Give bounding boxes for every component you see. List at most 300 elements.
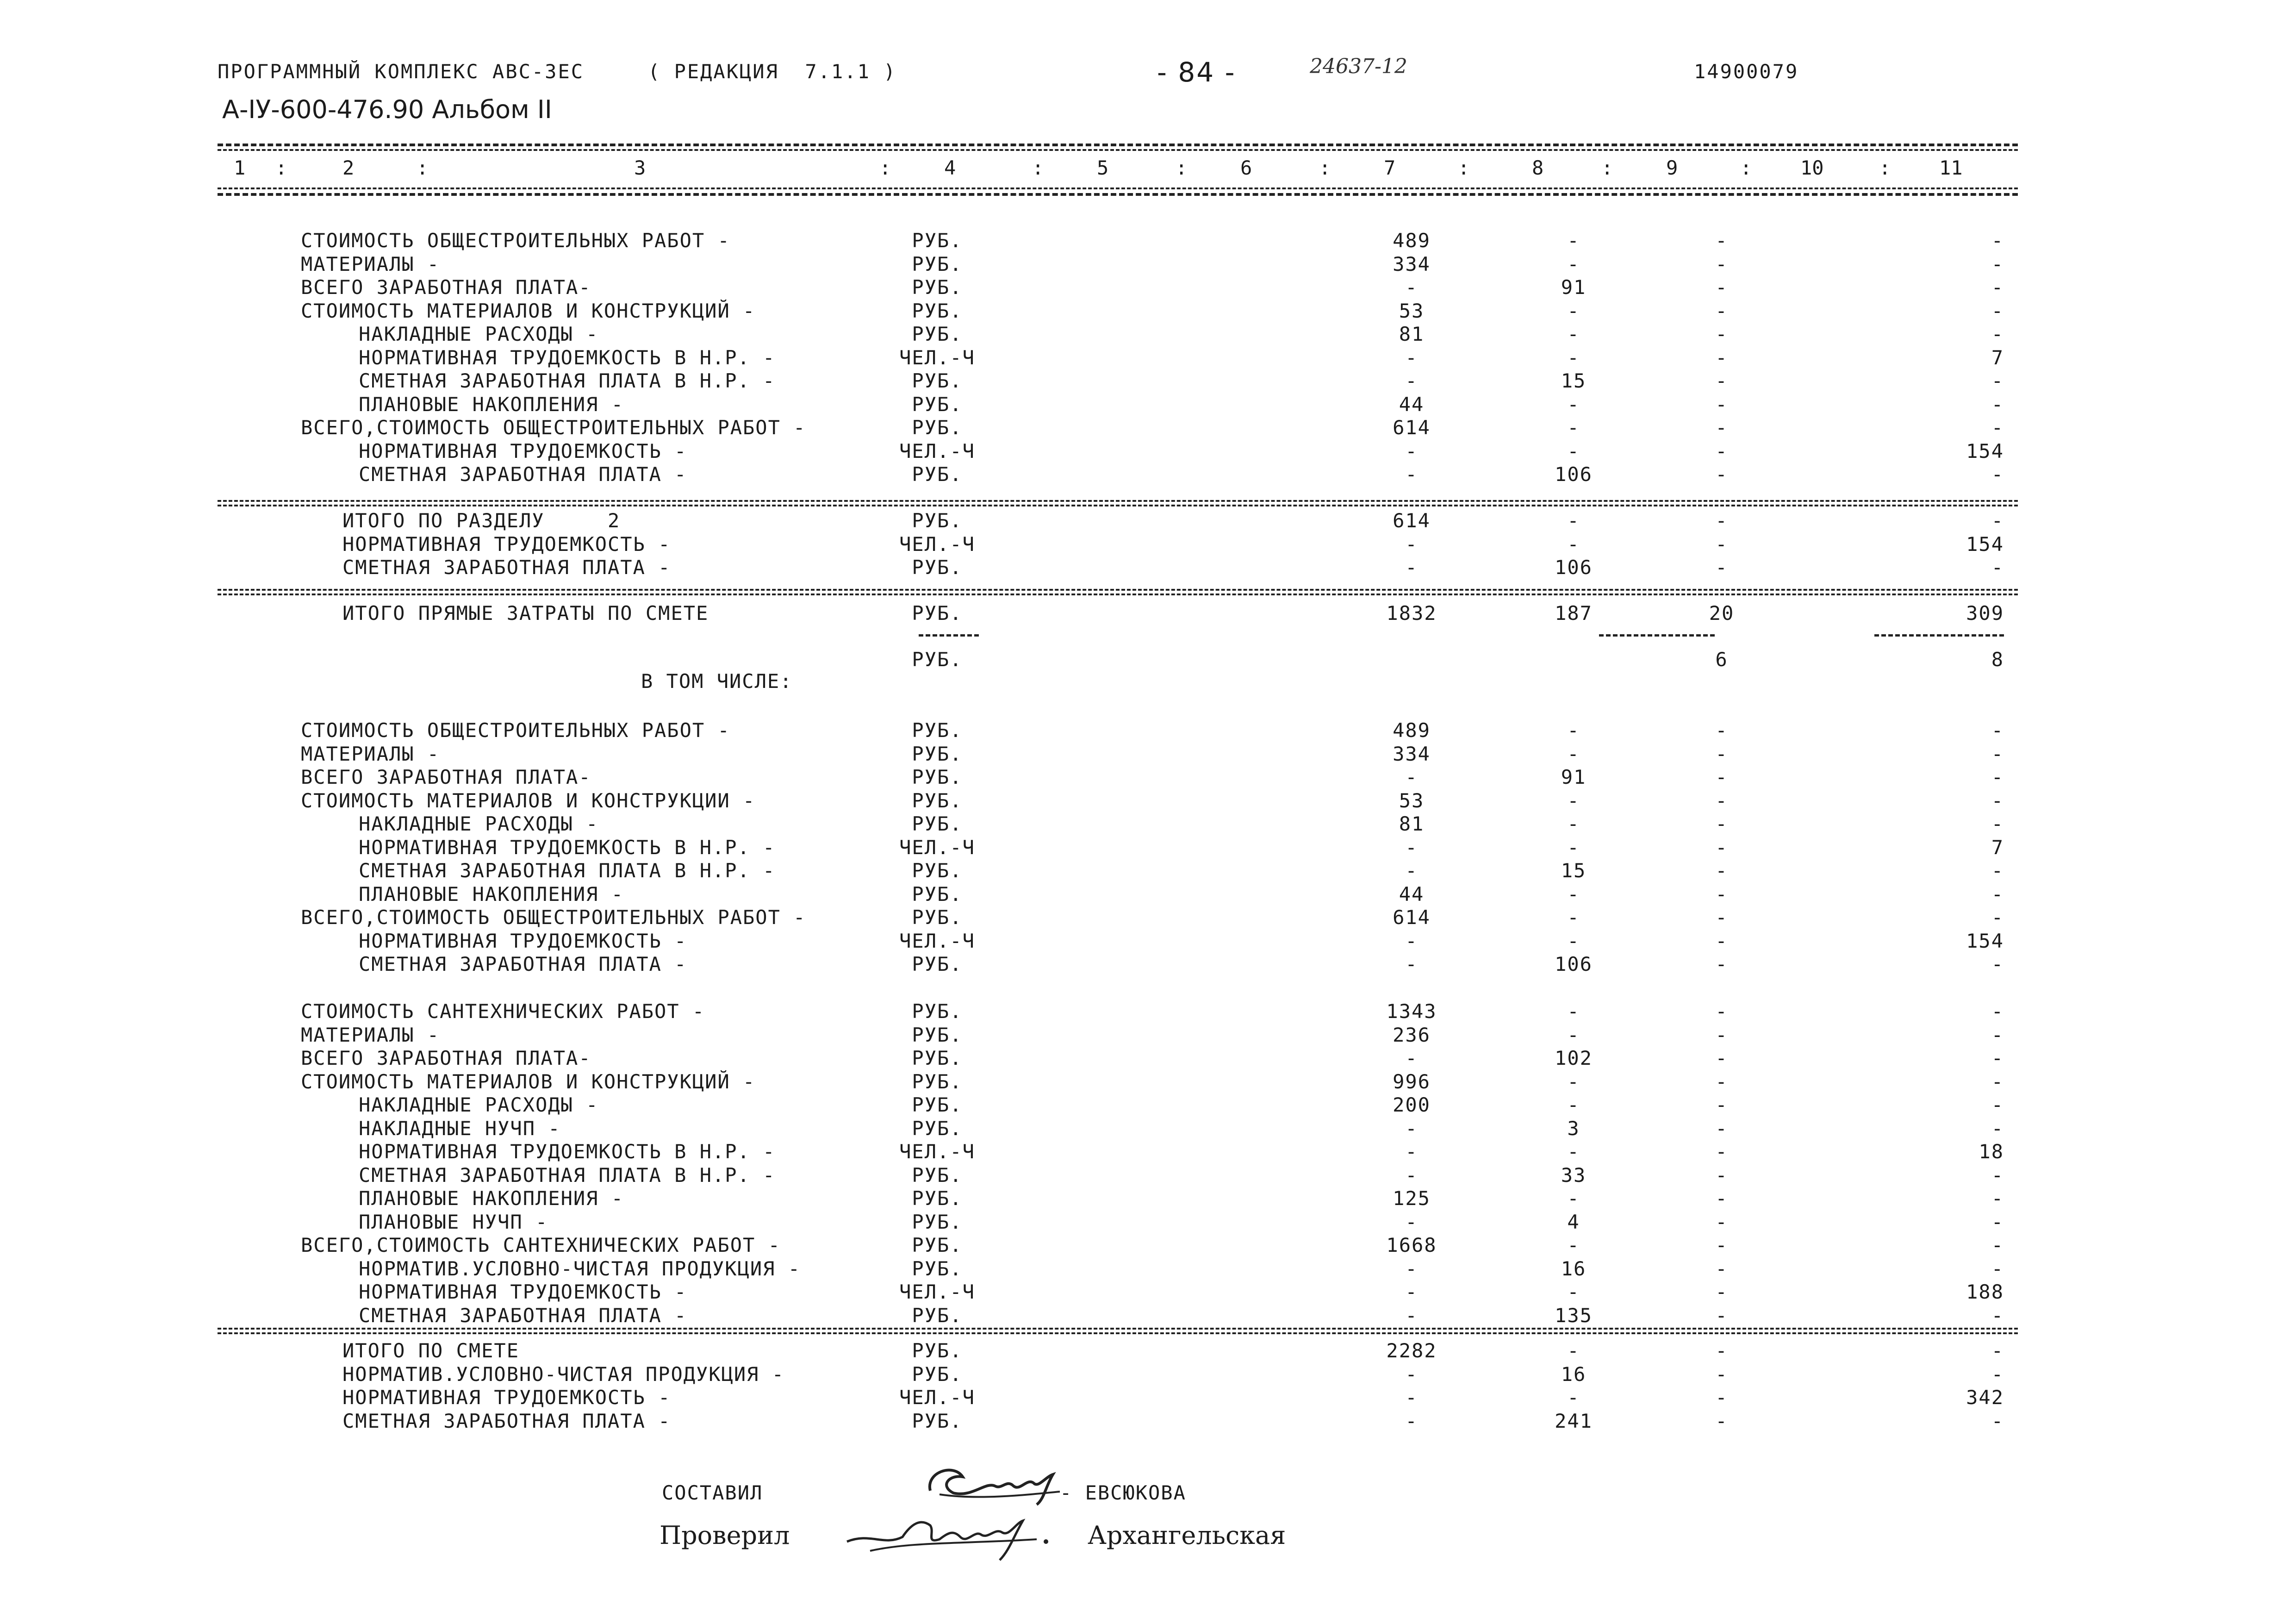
row-label: СМЕТНАЯ ЗАРАБОТНАЯ ПЛАТА В Н.Р. - — [359, 369, 776, 392]
row-unit: РУБ. — [912, 1023, 963, 1046]
table-row — [0, 1000, 2296, 1023]
table-row — [0, 440, 2296, 463]
col-sep: : — [417, 156, 429, 179]
separator-direct-costs-2 — [218, 593, 2018, 595]
row-label: ВСЕГО ЗАРАБОТНАЯ ПЛАТА- — [301, 276, 591, 299]
album-title: А-IУ-600-476.90 Альбом II — [222, 95, 552, 124]
cell-col7: 200 — [1393, 1093, 1431, 1116]
table-row — [0, 906, 2296, 929]
cell-col9: - — [1715, 1117, 1728, 1140]
row-unit: РУБ. — [912, 1234, 963, 1256]
row-unit: РУБ. — [912, 766, 963, 788]
cell-col11: 7 — [1991, 346, 2004, 369]
cell-col7: - — [1405, 1362, 1418, 1386]
cell-col11: - — [1991, 953, 2004, 975]
row-label: ИТОГО ПО СМЕТЕ — [342, 1339, 520, 1362]
cell-col9: - — [1715, 836, 1728, 859]
row-unit: РУБ. — [912, 602, 963, 625]
cell-col11: - — [1991, 1234, 2004, 1256]
table-row — [0, 1187, 2296, 1210]
row-unit: ЧЕЛ.-Ч — [899, 929, 975, 952]
row-unit: РУБ. — [912, 1339, 963, 1362]
cell-col9: - — [1715, 346, 1728, 369]
cell-col8: - — [1567, 906, 1580, 929]
cell-col9: - — [1715, 1409, 1728, 1432]
cell-col8: - — [1567, 812, 1580, 835]
row-label: ВСЕГО,СТОИМОСТЬ САНТЕХНИЧЕСКИХ РАБОТ - — [301, 1234, 781, 1256]
cell-col7: - — [1405, 1210, 1418, 1233]
cell-col8: - — [1567, 229, 1580, 252]
cell-col8: - — [1567, 323, 1580, 345]
cell-col8: - — [1567, 416, 1580, 439]
including-label-row — [0, 670, 2296, 693]
row-label: МАТЕРИАЛЫ - — [301, 1023, 440, 1046]
table-row — [0, 883, 2296, 906]
cell-col8: 106 — [1555, 463, 1593, 486]
cell-col7: - — [1405, 766, 1418, 788]
row-label: ВСЕГО,СТОИМОСТЬ ОБЩЕСТРОИТЕЛЬНЫХ РАБОТ - — [301, 906, 806, 929]
cell-col8: - — [1567, 1140, 1580, 1163]
cell-col9: - — [1715, 742, 1728, 765]
row-label: СТОИМОСТЬ ОБЩЕСТРОИТЕЛЬНЫХ РАБОТ - — [301, 719, 730, 742]
cell-col11: - — [1991, 906, 2004, 929]
table-row — [0, 300, 2296, 323]
cell-col8: - — [1567, 1187, 1580, 1210]
table-row — [0, 463, 2296, 486]
cell-col9: - — [1715, 859, 1728, 882]
cell-col11: - — [1991, 1409, 2004, 1432]
row-unit: РУБ. — [912, 393, 963, 416]
cell-col9: - — [1715, 1234, 1728, 1256]
cell-col11: - — [1991, 1000, 2004, 1023]
signature-evsyukova — [921, 1458, 1069, 1509]
row-unit: РУБ. — [912, 1362, 963, 1386]
row-label: НАКЛАДНЫЕ РАСХОДЫ - — [359, 323, 599, 345]
cell-col7: 334 — [1393, 252, 1431, 275]
table-row — [0, 369, 2296, 393]
cell-col9: - — [1715, 1047, 1728, 1069]
table-row — [0, 812, 2296, 836]
row-unit: ЧЕЛ.-Ч — [899, 1140, 975, 1163]
cell-col7: 614 — [1393, 906, 1431, 929]
col-sep: : — [1879, 156, 1891, 179]
underline-col11 — [1874, 634, 2004, 637]
grand-total-row — [0, 1410, 2296, 1433]
cell-col7: - — [1405, 1140, 1418, 1163]
table-row — [0, 930, 2296, 953]
compiled-label: СОСТАВИЛ — [662, 1481, 763, 1504]
cell-col9: - — [1715, 323, 1728, 345]
row-label: МАТЕРИАЛЫ - — [301, 252, 440, 275]
row-unit: РУБ. — [912, 1210, 963, 1233]
program-title: ПРОГРАММНЫЙ КОМПЛЕКС АВС-3ЕС — [218, 60, 585, 83]
row-unit: ЧЕЛ.-Ч — [899, 439, 975, 462]
cell-col11: - — [1991, 1362, 2004, 1386]
table-row — [0, 953, 2296, 976]
cell-col9: - — [1715, 1140, 1728, 1163]
col-5: 5 — [1097, 156, 1109, 179]
cell-col7: 81 — [1399, 812, 1425, 835]
col-sep: : — [1319, 156, 1331, 179]
cell-col11: 154 — [1966, 929, 2004, 952]
cell-col11: - — [1991, 1187, 2004, 1210]
cell-col9: - — [1715, 1257, 1728, 1280]
cell-col7: - — [1405, 276, 1418, 299]
cell-col7: 334 — [1393, 742, 1431, 765]
cell-col11: - — [1991, 229, 2004, 252]
cell-col11: - — [1991, 276, 2004, 299]
cell-col8: 91 — [1561, 276, 1587, 299]
cell-col11: 154 — [1966, 532, 2004, 556]
cell-col8: 33 — [1561, 1163, 1587, 1187]
cell-col7: - — [1405, 836, 1418, 859]
separator-section-total — [218, 500, 2018, 502]
table-row — [0, 1234, 2296, 1257]
row-unit: РУБ. — [912, 276, 963, 299]
row-label: СМЕТНАЯ ЗАРАБОТНАЯ ПЛАТА В Н.Р. - — [359, 1163, 776, 1187]
cell-col11: - — [1991, 789, 2004, 812]
cell-col8: 106 — [1555, 556, 1593, 579]
col-11: 11 — [1939, 156, 1963, 179]
cell-col7: - — [1405, 1409, 1418, 1432]
table-row — [0, 1304, 2296, 1327]
cell-col7: 489 — [1393, 719, 1431, 742]
header-top-rule — [218, 144, 2018, 146]
cell-col11: - — [1991, 742, 2004, 765]
cell-col8: - — [1567, 1234, 1580, 1256]
direct-costs-sub-row — [0, 648, 2296, 671]
row-label: СМЕТНАЯ ЗАРАБОТНАЯ ПЛАТА В Н.Р. - — [359, 859, 776, 882]
row-label: ПЛАНОВЫЕ НАКОПЛЕНИЯ - — [359, 882, 624, 906]
underline-unit — [919, 634, 979, 637]
cell-col7: - — [1405, 929, 1418, 952]
table-row — [0, 323, 2296, 346]
cell-col11: - — [1991, 766, 2004, 788]
row-unit: РУБ. — [912, 1163, 963, 1187]
separator-grand-total — [218, 1328, 2018, 1330]
cell-col9: - — [1715, 953, 1728, 975]
table-row — [0, 346, 2296, 369]
col-7: 7 — [1384, 156, 1396, 179]
row-label: СМЕТНАЯ ЗАРАБОТНАЯ ПЛАТА - — [342, 556, 671, 579]
cell-col8: - — [1567, 1000, 1580, 1023]
row-unit: РУБ. — [912, 252, 963, 275]
row-unit: РУБ. — [912, 416, 963, 439]
cell-col8: - — [1567, 789, 1580, 812]
row-label: ИТОГО ПО РАЗДЕЛУ 2 — [342, 509, 621, 532]
cell-col11: - — [1991, 463, 2004, 486]
cell-col11: - — [1991, 1047, 2004, 1069]
document-number: 14900079 — [1694, 60, 1799, 83]
row-unit: РУБ. — [912, 1117, 963, 1140]
cell-col8: - — [1567, 882, 1580, 906]
row-unit: РУБ. — [912, 1070, 963, 1093]
section-total-row — [0, 556, 2296, 579]
row-unit: РУБ. — [912, 1409, 963, 1432]
cell-col8: 16 — [1561, 1362, 1587, 1386]
cell-col8: 241 — [1555, 1409, 1593, 1432]
cell-col9: - — [1715, 369, 1728, 392]
cell-col9: - — [1715, 299, 1728, 322]
cell-col9: - — [1715, 439, 1728, 462]
table-row — [0, 1024, 2296, 1047]
cell-col9: - — [1715, 1163, 1728, 1187]
cell-col11: 309 — [1966, 602, 2004, 625]
table-row — [0, 743, 2296, 766]
cell-col9: - — [1715, 463, 1728, 486]
cell-col11: - — [1991, 416, 2004, 439]
cell-col11: - — [1991, 1257, 2004, 1280]
row-unit: РУБ. — [912, 742, 963, 765]
cell-col7: 1668 — [1386, 1234, 1437, 1256]
row-label: НОРМАТИВНАЯ ТРУДОЕМКОСТЬ В Н.Р. - — [359, 836, 776, 859]
section-total-row — [0, 533, 2296, 556]
checked-name: Архангельская — [1088, 1521, 1286, 1550]
cell-col9: - — [1715, 812, 1728, 835]
row-label: ИТОГО ПРЯМЫЕ ЗАТРАТЫ ПО СМЕТЕ — [342, 602, 709, 625]
row-label: НОРМАТИВНАЯ ТРУДОЕМКОСТЬ В Н.Р. - — [359, 1140, 776, 1163]
table-row — [0, 836, 2296, 859]
cell-col11: - — [1991, 859, 2004, 882]
cell-col9: - — [1715, 906, 1728, 929]
checked-label: Проверил — [660, 1521, 790, 1550]
cell-col8: - — [1567, 929, 1580, 952]
cell-col9: - — [1715, 556, 1728, 579]
row-unit: РУБ. — [912, 229, 963, 252]
cell-col9: - — [1715, 1386, 1728, 1409]
underline-col9 — [1599, 634, 1715, 637]
cell-col7: - — [1405, 532, 1418, 556]
cell-col8: 102 — [1555, 1047, 1593, 1069]
row-label: ПЛАНОВЫЕ НАКОПЛЕНИЯ - — [359, 1187, 624, 1210]
cell-col7: 44 — [1399, 393, 1425, 416]
row-label: ВСЕГО ЗАРАБОТНАЯ ПЛАТА- — [301, 1047, 591, 1069]
row-label: СТОИМОСТЬ САНТЕХНИЧЕСКИХ РАБОТ - — [301, 1000, 705, 1023]
cell-col9: - — [1715, 1093, 1728, 1116]
cell-col7: 44 — [1399, 882, 1425, 906]
row-unit: РУБ. — [912, 1187, 963, 1210]
cell-col11: - — [1991, 1339, 2004, 1362]
cell-col9: - — [1715, 416, 1728, 439]
row-unit: РУБ. — [912, 1093, 963, 1116]
table-row — [0, 229, 2296, 252]
separator-direct-costs — [218, 589, 2018, 591]
cell-col8: - — [1567, 1280, 1580, 1303]
cell-col9: - — [1715, 719, 1728, 742]
cell-col9: 6 — [1715, 648, 1728, 671]
col-6: 6 — [1240, 156, 1252, 179]
row-label: НОРМАТИВНАЯ ТРУДОЕМКОСТЬ - — [359, 929, 687, 952]
table-row — [0, 719, 2296, 742]
col-10: 10 — [1800, 156, 1824, 179]
row-label: ВСЕГО,СТОИМОСТЬ ОБЩЕСТРОИТЕЛЬНЫХ РАБОТ - — [301, 416, 806, 439]
cell-col11: - — [1991, 719, 2004, 742]
row-label: ВСЕГО ЗАРАБОТНАЯ ПЛАТА- — [301, 766, 591, 788]
col-sep: : — [275, 156, 287, 179]
row-unit: РУБ. — [912, 719, 963, 742]
row-label: НАКЛАДНЫЕ РАСХОДЫ - — [359, 812, 599, 835]
cell-col7: - — [1405, 346, 1418, 369]
table-row — [0, 1117, 2296, 1140]
header-top-rule-2 — [218, 149, 2018, 151]
col-sep: : — [1032, 156, 1044, 179]
cell-col7: - — [1405, 369, 1418, 392]
table-row — [0, 253, 2296, 276]
row-unit: РУБ. — [912, 906, 963, 929]
cell-col7: 125 — [1393, 1187, 1431, 1210]
cell-col11: 154 — [1966, 439, 2004, 462]
cell-col9: - — [1715, 1023, 1728, 1046]
col-sep: : — [879, 156, 891, 179]
cell-col7: 53 — [1399, 299, 1425, 322]
table-row — [0, 1211, 2296, 1234]
cell-col8: - — [1567, 1386, 1580, 1409]
cell-col11: - — [1991, 1210, 2004, 1233]
cell-col7: 236 — [1393, 1023, 1431, 1046]
cell-col8: 106 — [1555, 953, 1593, 975]
col-sep: : — [1176, 156, 1188, 179]
cell-col9: 20 — [1709, 602, 1735, 625]
cell-col11: 342 — [1966, 1386, 2004, 1409]
cell-col7: 489 — [1393, 229, 1431, 252]
col-8: 8 — [1532, 156, 1544, 179]
grand-total-row — [0, 1363, 2296, 1386]
cell-col9: - — [1715, 532, 1728, 556]
cell-col11: - — [1991, 323, 2004, 345]
cell-col11: - — [1991, 252, 2004, 275]
cell-col7: 53 — [1399, 789, 1425, 812]
separator-section-total-2 — [218, 505, 2018, 506]
row-label: НОРМАТИВ.УСЛОВНО-ЧИСТАЯ ПРОДУКЦИЯ - — [359, 1257, 801, 1280]
cell-col9: - — [1715, 1339, 1728, 1362]
grand-total-row — [0, 1386, 2296, 1409]
cell-col9: - — [1715, 1304, 1728, 1327]
row-label: НОРМАТИВНАЯ ТРУДОЕМКОСТЬ В Н.Р. - — [359, 346, 776, 369]
cell-col7: - — [1405, 463, 1418, 486]
row-unit: РУБ. — [912, 648, 963, 671]
cell-col9: - — [1715, 929, 1728, 952]
separator-grand-total-2 — [218, 1332, 2018, 1334]
cell-col9: - — [1715, 1000, 1728, 1023]
cell-col8: 3 — [1567, 1117, 1580, 1140]
col-4: 4 — [944, 156, 956, 179]
row-label: МАТЕРИАЛЫ - — [301, 742, 440, 765]
cell-col9: - — [1715, 766, 1728, 788]
row-label: СМЕТНАЯ ЗАРАБОТНАЯ ПЛАТА - — [359, 953, 687, 975]
cell-col8: - — [1567, 439, 1580, 462]
row-unit: РУБ. — [912, 953, 963, 975]
cell-col8: 4 — [1567, 1210, 1580, 1233]
row-unit: РУБ. — [912, 509, 963, 532]
cell-col9: - — [1715, 393, 1728, 416]
compiled-name: - ЕВСЮКОВА — [1060, 1481, 1186, 1504]
row-label: ПЛАНОВЫЕ НУЧП - — [359, 1210, 548, 1233]
cell-col11: - — [1991, 1304, 2004, 1327]
col-sep: : — [1740, 156, 1752, 179]
cell-col11: - — [1991, 1070, 2004, 1093]
table-row — [0, 1257, 2296, 1280]
cell-col11: - — [1991, 1093, 2004, 1116]
cell-col9: - — [1715, 1070, 1728, 1093]
cell-col11: 188 — [1966, 1280, 2004, 1303]
row-unit: РУБ. — [912, 323, 963, 345]
cell-col7: - — [1405, 439, 1418, 462]
row-label: НАКЛАДНЫЕ НУЧП - — [359, 1117, 561, 1140]
cell-col7: - — [1405, 1047, 1418, 1069]
cell-col8: - — [1567, 1023, 1580, 1046]
cell-col9: - — [1715, 1362, 1728, 1386]
cell-col9: - — [1715, 1280, 1728, 1303]
row-label: НОРМАТИВНАЯ ТРУДОЕМКОСТЬ - — [359, 1280, 687, 1303]
cell-col8: - — [1567, 509, 1580, 532]
cell-col9: - — [1715, 789, 1728, 812]
col-3: 3 — [634, 156, 646, 179]
cell-col11: 7 — [1991, 836, 2004, 859]
row-unit: РУБ. — [912, 463, 963, 486]
row-label: СТОИМОСТЬ МАТЕРИАЛОВ И КОНСТРУКЦИИ - — [301, 789, 756, 812]
cell-col7: - — [1405, 953, 1418, 975]
table-row — [0, 1047, 2296, 1070]
cell-col7: 996 — [1393, 1070, 1431, 1093]
cell-col11: - — [1991, 812, 2004, 835]
row-unit: ЧЕЛ.-Ч — [899, 346, 975, 369]
table-row — [0, 276, 2296, 299]
row-unit: РУБ. — [912, 369, 963, 392]
row-label: СМЕТНАЯ ЗАРАБОТНАЯ ПЛАТА - — [342, 1409, 671, 1432]
cell-col8: 91 — [1561, 766, 1587, 788]
cell-col11: - — [1991, 299, 2004, 322]
table-row — [0, 789, 2296, 812]
cell-col9: - — [1715, 509, 1728, 532]
cell-col8: 135 — [1555, 1304, 1593, 1327]
col-2: 2 — [342, 156, 355, 179]
cell-col8: 187 — [1555, 602, 1593, 625]
row-label: НОРМАТИВ.УСЛОВНО-ЧИСТАЯ ПРОДУКЦИЯ - — [342, 1362, 785, 1386]
cell-col8: 15 — [1561, 369, 1587, 392]
cell-col8: - — [1567, 252, 1580, 275]
row-unit: ЧЕЛ.-Ч — [899, 1386, 975, 1409]
table-row — [0, 1093, 2296, 1117]
cell-col11: - — [1991, 509, 2004, 532]
row-label: НАКЛАДНЫЕ РАСХОДЫ - — [359, 1093, 599, 1116]
table-row — [0, 859, 2296, 882]
cell-col7: 81 — [1399, 323, 1425, 345]
cell-col8: - — [1567, 1070, 1580, 1093]
cell-col8: - — [1567, 393, 1580, 416]
cell-col9: - — [1715, 882, 1728, 906]
col-sep: : — [1601, 156, 1613, 179]
edition-label: ( РЕДАКЦИЯ 7.1.1 ) — [648, 60, 897, 83]
row-unit: РУБ. — [912, 1304, 963, 1327]
cell-col7: - — [1405, 556, 1418, 579]
cell-col9: - — [1715, 276, 1728, 299]
cell-col11: - — [1991, 882, 2004, 906]
row-label: НОРМАТИВНАЯ ТРУДОЕМКОСТЬ - — [342, 532, 671, 556]
row-unit: РУБ. — [912, 556, 963, 579]
row-label: СТОИМОСТЬ МАТЕРИАЛОВ И КОНСТРУКЦИЙ - — [301, 299, 756, 322]
cell-col9: - — [1715, 229, 1728, 252]
row-unit: РУБ. — [912, 299, 963, 322]
cell-col8: 15 — [1561, 859, 1587, 882]
table-row — [0, 1280, 2296, 1304]
grand-total-row — [0, 1339, 2296, 1362]
cell-col7: 1343 — [1386, 1000, 1437, 1023]
table-row — [0, 766, 2296, 789]
row-unit: РУБ. — [912, 1000, 963, 1023]
cell-col11: - — [1991, 1117, 2004, 1140]
row-unit: ЧЕЛ.-Ч — [899, 836, 975, 859]
cell-col7: - — [1405, 1117, 1418, 1140]
